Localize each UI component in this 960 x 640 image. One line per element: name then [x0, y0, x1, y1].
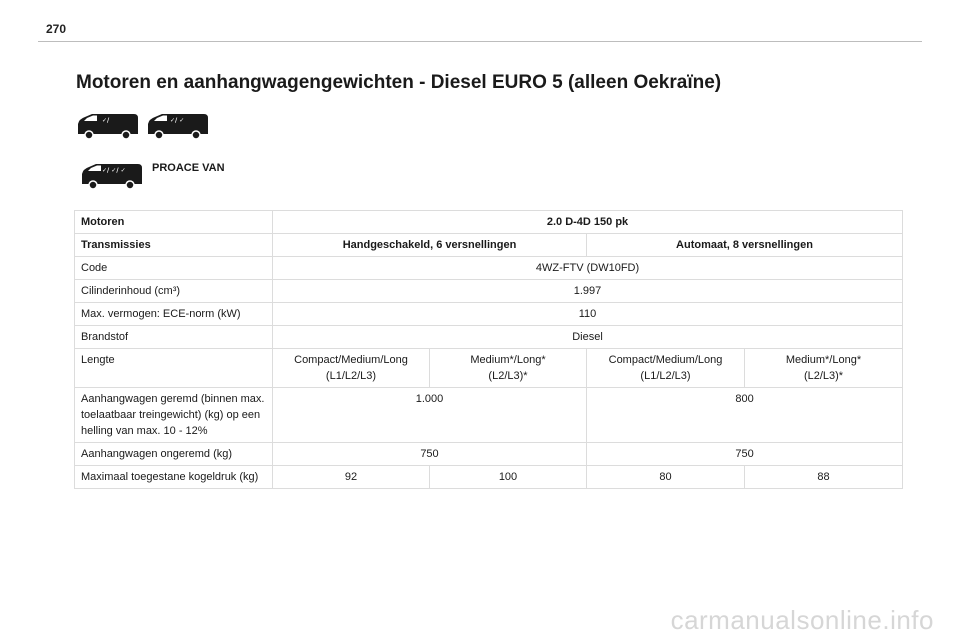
braked-trailer-automatic: 800	[587, 388, 903, 443]
length-value: Medium*/Long* (L2/L3)*	[745, 349, 903, 388]
nose-weight-value: 100	[430, 466, 587, 489]
length-value: Compact/Medium/Long (L1/L2/L3)	[273, 349, 430, 388]
table-row-displacement	[75, 280, 903, 303]
max-power-value: 110	[273, 303, 903, 326]
model-label: PROACE VAN	[152, 162, 225, 174]
table-row-engine	[75, 211, 903, 234]
unbraked-trailer-manual: 750	[273, 443, 587, 466]
van-long-icon	[80, 160, 144, 190]
length-value: Compact/Medium/Long (L1/L2/L3)	[587, 349, 745, 388]
page-number: 270	[46, 22, 67, 36]
svg-text:✓/ ✓: ✓/ ✓	[170, 117, 185, 124]
table-row-nose-weight	[75, 466, 903, 489]
row-label: Max. vermogen: ECE-norm (kW)	[75, 303, 273, 326]
table-row-unbraked-trailer	[75, 443, 903, 466]
header-divider	[38, 41, 922, 42]
nose-weight-value: 88	[745, 466, 903, 489]
row-label: Code	[75, 257, 273, 280]
svg-text:✓/: ✓/	[102, 117, 110, 124]
row-label: Brandstof	[75, 326, 273, 349]
footer-watermark: carmanualsonline.info	[670, 605, 934, 635]
fuel-value: Diesel	[273, 326, 903, 349]
table-row-code	[75, 257, 903, 280]
van-medium-icon	[146, 110, 210, 140]
specs-table	[74, 210, 903, 489]
van-compact-icon	[76, 110, 140, 140]
length-value: Medium*/Long* (L2/L3)*	[430, 349, 587, 388]
nose-weight-value: 92	[273, 466, 430, 489]
table-row-length	[75, 349, 903, 388]
row-label: Aanhangwagen geremd (binnen max. toelaatbaar treingewicht) (kg) op een helling van max. 10 - 12%	[75, 388, 273, 443]
table-row-fuel	[75, 326, 903, 349]
svg-text:✓/ ✓/ ✓: ✓/ ✓/ ✓	[102, 167, 126, 174]
table-row-max-power	[75, 303, 903, 326]
displacement-value: 1.997	[273, 280, 903, 303]
transmission-automatic: Automaat, 8 versnellingen	[587, 234, 903, 257]
row-label: Aanhangwagen ongeremd (kg)	[75, 443, 273, 466]
row-label: Transmissies	[75, 234, 273, 257]
page-title: Motoren en aanhangwagengewichten - Diesel EURO 5 (alleen Oekraïne)	[76, 72, 722, 93]
row-label: Cilinderinhoud (cm³)	[75, 280, 273, 303]
code-value: 4WZ-FTV (DW10FD)	[273, 257, 903, 280]
row-label: Lengte	[75, 349, 273, 388]
row-label: Maximaal toegestane kogeldruk (kg)	[75, 466, 273, 489]
row-label: Motoren	[75, 211, 273, 234]
table-row-braked-trailer	[75, 388, 903, 443]
transmission-manual: Handgeschakeld, 6 versnellingen	[273, 234, 587, 257]
braked-trailer-manual: 1.000	[273, 388, 587, 443]
nose-weight-value: 80	[587, 466, 745, 489]
table-row-transmission	[75, 234, 903, 257]
engine-value: 2.0 D-4D 150 pk	[273, 211, 903, 234]
unbraked-trailer-automatic: 750	[587, 443, 903, 466]
